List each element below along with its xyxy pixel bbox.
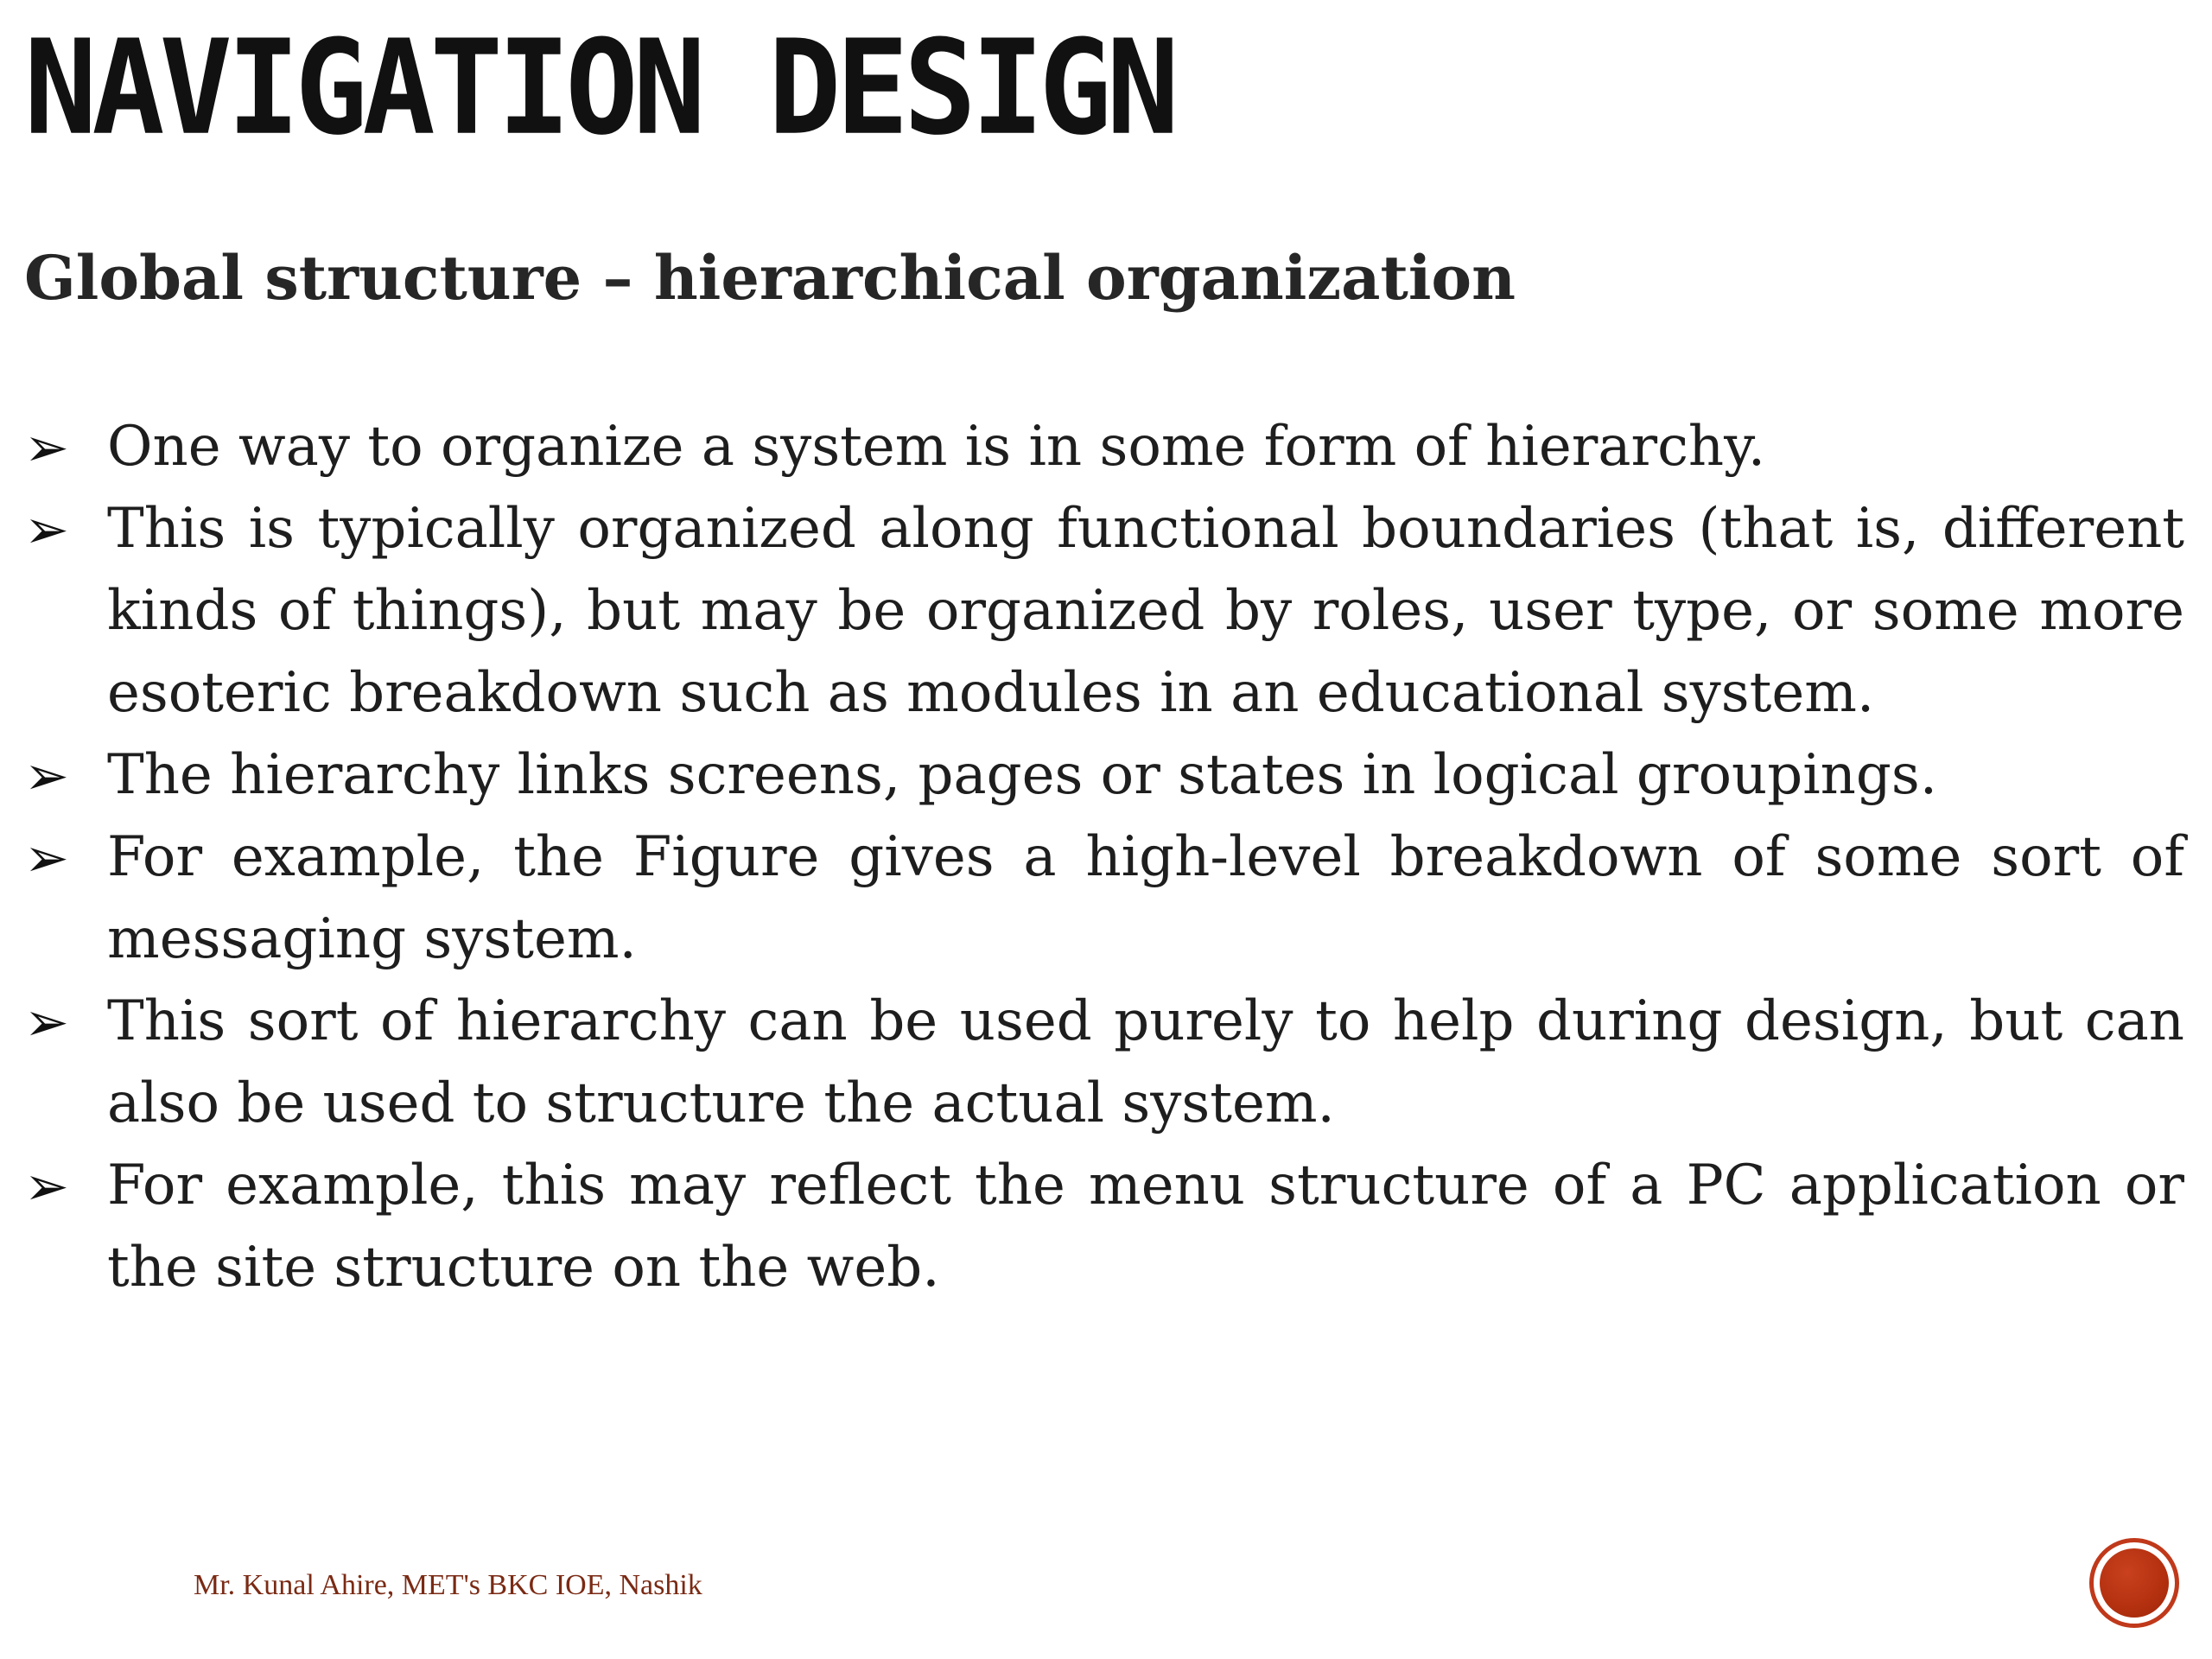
bullet-item [24, 981, 2184, 1145]
bullet-item [24, 488, 2184, 734]
bullet-item [24, 406, 2184, 488]
bullet-text: The hierarchy links screens, pages or states in logical groupings. [107, 743, 1938, 807]
slide-badge-icon [2089, 1538, 2179, 1628]
bullet-item [24, 817, 2184, 981]
arrow-bullet-icon: ➢ [24, 1154, 69, 1217]
bullet-text: This sort of hierarchy can be used purely to help during design, but can also be used to structure the actual system. [107, 989, 2184, 1135]
arrow-bullet-icon: ➢ [24, 826, 69, 889]
bullet-text: For example, the Figure gives a high-level breakdown of some sort of messaging system. [107, 825, 2184, 971]
bullet-text: For example, this may reflect the menu structure of a PC application or the site structure on the web. [107, 1154, 2184, 1300]
bullet-list [24, 406, 2184, 1309]
bullet-text: One way to organize a system is in some form of hierarchy. [107, 415, 1766, 479]
slide-title: NAVIGATION DESIGN [24, 12, 1174, 165]
arrow-bullet-icon: ➢ [24, 990, 69, 1053]
arrow-bullet-icon: ➢ [24, 498, 69, 561]
bullet-text: This is typically organized along functional boundaries (that is, different kinds of things), but may be organized by roles, user type, or some more esoteric breakdown such as modules in an educational system. [107, 497, 2184, 725]
bullet-item [24, 734, 2184, 817]
arrow-bullet-icon: ➢ [24, 744, 69, 807]
badge-fill [2100, 1548, 2169, 1618]
arrow-bullet-icon: ➢ [24, 416, 69, 479]
bullet-item [24, 1145, 2184, 1309]
slide-subtitle: Global structure – hierarchical organization [24, 242, 1516, 314]
footer-author: Mr. Kunal Ahire, MET's BKC IOE, Nashik [194, 1569, 702, 1601]
